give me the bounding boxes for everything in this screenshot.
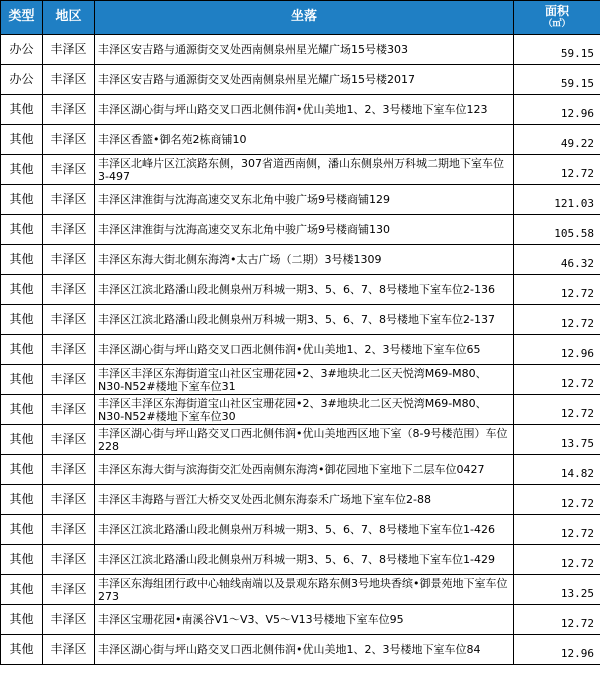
header-row [1, 1, 600, 35]
district-cell: 丰泽区 [43, 95, 95, 125]
type-cell: 其他 [1, 575, 43, 605]
type-cell: 其他 [1, 365, 43, 395]
area-cell: 12.72 [514, 485, 600, 515]
location-cell: 丰泽区江滨北路潘山段北侧泉州万科城一期3、5、6、7、8号楼地下室车位2-136 [95, 275, 514, 305]
area-cell: 13.25 [514, 575, 600, 605]
location-cell: 丰泽区香篮•御名苑2栋商铺10 [95, 125, 514, 155]
header-district: 地区 [43, 1, 95, 35]
area-cell: 105.58 [514, 215, 600, 245]
area-cell: 12.72 [514, 515, 600, 545]
type-cell: 其他 [1, 275, 43, 305]
area-cell: 12.72 [514, 155, 600, 185]
type-cell: 其他 [1, 185, 43, 215]
area-cell: 12.72 [514, 545, 600, 575]
district-cell: 丰泽区 [43, 305, 95, 335]
district-cell: 丰泽区 [43, 395, 95, 425]
location-cell: 丰泽区湖心街与坪山路交叉口西北侧伟润•优山美地1、2、3号楼地下室车位123 [95, 95, 514, 125]
district-cell: 丰泽区 [43, 425, 95, 455]
type-cell: 其他 [1, 155, 43, 185]
table-row [1, 455, 600, 485]
area-cell: 12.72 [514, 305, 600, 335]
table-row [1, 515, 600, 545]
table-row [1, 215, 600, 245]
table-row [1, 245, 600, 275]
area-cell: 12.72 [514, 395, 600, 425]
location-cell: 丰泽区东海大街北侧东海湾•太古广场（二期）3号楼1309 [95, 245, 514, 275]
area-cell: 59.15 [514, 35, 600, 65]
table-body [1, 35, 600, 665]
district-cell: 丰泽区 [43, 35, 95, 65]
type-cell: 其他 [1, 605, 43, 635]
area-cell: 59.15 [514, 65, 600, 95]
table-row [1, 95, 600, 125]
table-row [1, 305, 600, 335]
district-cell: 丰泽区 [43, 545, 95, 575]
table-row [1, 275, 600, 305]
type-cell: 其他 [1, 305, 43, 335]
location-cell: 丰泽区津淮街与沈海高速交叉东北角中骏广场9号楼商铺130 [95, 215, 514, 245]
location-cell: 丰泽区丰泽区东海街道宝山社区宝珊花园•2、3#地块北二区天悦湾M69-M80、N30-N52#楼地下室车位31 [95, 365, 514, 395]
district-cell: 丰泽区 [43, 515, 95, 545]
type-cell: 其他 [1, 485, 43, 515]
header-area: 面积 [544, 4, 569, 19]
location-cell: 丰泽区津淮街与沈海高速交叉东北角中骏广场9号楼商铺129 [95, 185, 514, 215]
location-cell: 丰泽区东海组团行政中心轴线南端以及景观东路东侧3号地块香缤•御景苑地下室车位273 [95, 575, 514, 605]
table-row [1, 155, 600, 185]
type-cell: 其他 [1, 125, 43, 155]
location-cell: 丰泽区湖心街与坪山路交叉口西北侧伟润•优山美地1、2、3号楼地下室车位84 [95, 635, 514, 665]
type-cell: 其他 [1, 515, 43, 545]
table-row [1, 635, 600, 665]
district-cell: 丰泽区 [43, 155, 95, 185]
type-cell: 其他 [1, 635, 43, 665]
type-cell: 其他 [1, 395, 43, 425]
location-cell: 丰泽区江滨北路潘山段北侧泉州万科城一期3、5、6、7、8号楼地下室车位1-429 [95, 545, 514, 575]
table-row [1, 65, 600, 95]
table-row [1, 605, 600, 635]
type-cell: 办公 [1, 65, 43, 95]
district-cell: 丰泽区 [43, 365, 95, 395]
district-cell: 丰泽区 [43, 605, 95, 635]
area-cell: 13.75 [514, 425, 600, 455]
area-cell: 121.03 [514, 185, 600, 215]
type-cell: 其他 [1, 545, 43, 575]
table-row [1, 545, 600, 575]
area-cell: 12.96 [514, 95, 600, 125]
location-cell: 丰泽区北峰片区江滨路东侧，307省道西南侧，潘山东侧泉州万科城二期地下室车位3-497 [95, 155, 514, 185]
location-cell: 丰泽区江滨北路潘山段北侧泉州万科城一期3、5、6、7、8号楼地下室车位2-137 [95, 305, 514, 335]
area-cell: 14.82 [514, 455, 600, 485]
type-cell: 其他 [1, 215, 43, 245]
table-row [1, 575, 600, 605]
table-row [1, 485, 600, 515]
location-cell: 丰泽区丰海路与晋江大桥交叉处西北侧东海泰禾广场地下室车位2-88 [95, 485, 514, 515]
district-cell: 丰泽区 [43, 65, 95, 95]
type-cell: 其他 [1, 245, 43, 275]
district-cell: 丰泽区 [43, 485, 95, 515]
location-cell: 丰泽区安吉路与通源街交叉处西南侧泉州星光耀广场15号楼2017 [95, 65, 514, 95]
type-cell: 其他 [1, 425, 43, 455]
location-cell: 丰泽区宝珊花园•南溪谷V1～V3、V5～V13号楼地下室车位95 [95, 605, 514, 635]
type-cell: 其他 [1, 335, 43, 365]
type-cell: 其他 [1, 95, 43, 125]
district-cell: 丰泽区 [43, 185, 95, 215]
district-cell: 丰泽区 [43, 245, 95, 275]
type-cell: 办公 [1, 35, 43, 65]
table-row [1, 35, 600, 65]
district-cell: 丰泽区 [43, 335, 95, 365]
location-cell: 丰泽区湖心街与坪山路交叉口西北侧伟润•优山美地西区地下室（8-9号楼范围）车位228 [95, 425, 514, 455]
type-cell: 其他 [1, 455, 43, 485]
header-area-cell [514, 1, 600, 35]
header-type: 类型 [1, 1, 43, 35]
table-row [1, 395, 600, 425]
district-cell: 丰泽区 [43, 275, 95, 305]
district-cell: 丰泽区 [43, 215, 95, 245]
table-row [1, 365, 600, 395]
location-cell: 丰泽区安吉路与通源街交叉处西南侧泉州星光耀广场15号楼303 [95, 35, 514, 65]
area-cell: 49.22 [514, 125, 600, 155]
table-row [1, 185, 600, 215]
table-row [1, 335, 600, 365]
district-cell: 丰泽区 [43, 635, 95, 665]
area-cell: 12.96 [514, 335, 600, 365]
header-area-unit: （㎡） [543, 19, 571, 30]
area-cell: 12.72 [514, 275, 600, 305]
location-cell: 丰泽区江滨北路潘山段北侧泉州万科城一期3、5、6、7、8号楼地下室车位1-426 [95, 515, 514, 545]
area-cell: 46.32 [514, 245, 600, 275]
area-cell: 12.72 [514, 605, 600, 635]
table-header [1, 1, 600, 35]
table-row [1, 425, 600, 455]
table-row [1, 125, 600, 155]
area-cell: 12.96 [514, 635, 600, 665]
location-cell: 丰泽区丰泽区东海街道宝山社区宝珊花园•2、3#地块北二区天悦湾M69-M80、N30-N52#楼地下室车位30 [95, 395, 514, 425]
location-cell: 丰泽区东海大街与滨海街交汇处西南侧东海湾•御花园地下室地下二层车位0427 [95, 455, 514, 485]
header-location: 坐落 [95, 1, 514, 35]
area-cell: 12.72 [514, 365, 600, 395]
location-cell: 丰泽区湖心街与坪山路交叉口西北侧伟润•优山美地1、2、3号楼地下室车位65 [95, 335, 514, 365]
district-cell: 丰泽区 [43, 125, 95, 155]
district-cell: 丰泽区 [43, 455, 95, 485]
district-cell: 丰泽区 [43, 575, 95, 605]
